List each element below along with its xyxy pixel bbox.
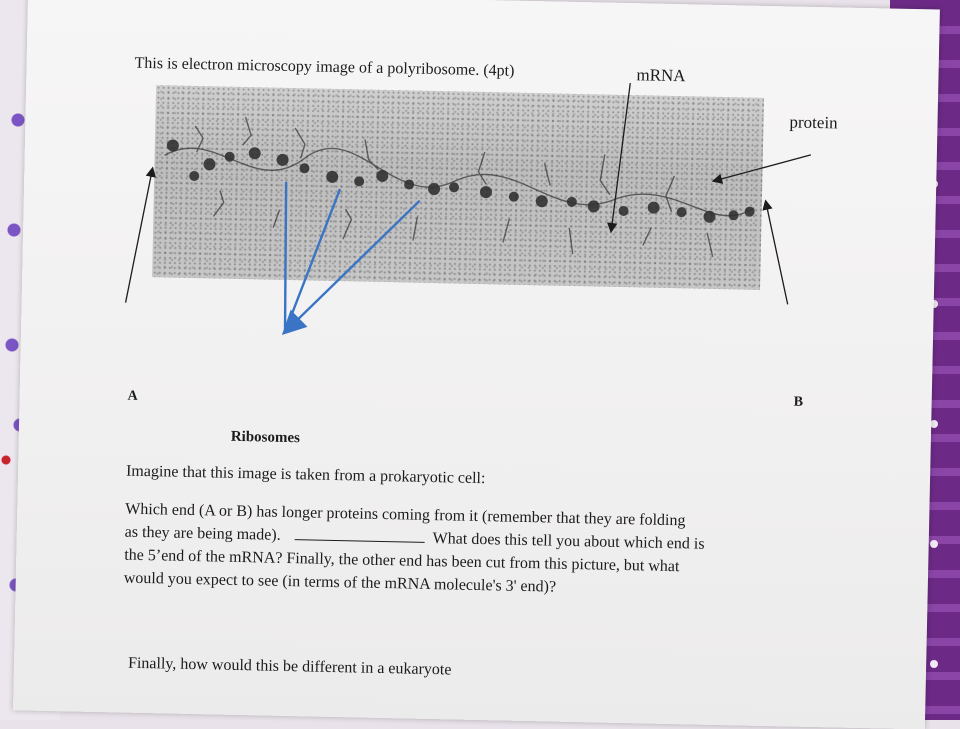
arrow-mrna [611, 83, 630, 231]
prompt-imagine: Imagine that this image is taken from a prokaryotic cell: [125, 462, 486, 488]
question-line-3: the 5’end of the mRNA? Finally, the other end has been cut from this picture, but what [124, 546, 680, 576]
question-line-2a: as they are being made). [124, 523, 281, 544]
blue-arrow-ribosome-2 [285, 188, 340, 333]
fabric-dot [930, 660, 938, 668]
label-ribosomes: Ribosomes [230, 428, 301, 447]
label-end-a: A [127, 388, 138, 404]
label-protein: protein [789, 112, 838, 133]
arrow-protein [714, 153, 811, 183]
label-end-b: B [793, 394, 804, 410]
answer-blank[interactable] [295, 525, 425, 543]
question-paragraph [124, 498, 706, 602]
annotation-arrows [13, 0, 940, 729]
arrow-to-end-a [126, 169, 153, 303]
question-eukaryote: Finally, how would this be different in a eukaryote [127, 654, 452, 679]
blue-arrow-ribosome-1 [283, 182, 288, 332]
fabric-dot [930, 540, 938, 548]
arrow-to-end-b [764, 202, 790, 304]
question-line-2b: What does this tell you about which end is [432, 530, 705, 553]
question-line-4: would you expect to see (in terms of the mRNA molecule's 3' end)? [123, 569, 557, 596]
question-line-1: Which end (A or B) has longer proteins coming from it (remember that they are folding [125, 500, 686, 530]
label-mrna: mRNA [636, 65, 686, 86]
blue-arrow-ribosome-3 [287, 198, 420, 333]
question-title: This is electron microscopy image of a polyribosome. (4pt) [134, 54, 515, 80]
worksheet-paper [13, 0, 940, 729]
